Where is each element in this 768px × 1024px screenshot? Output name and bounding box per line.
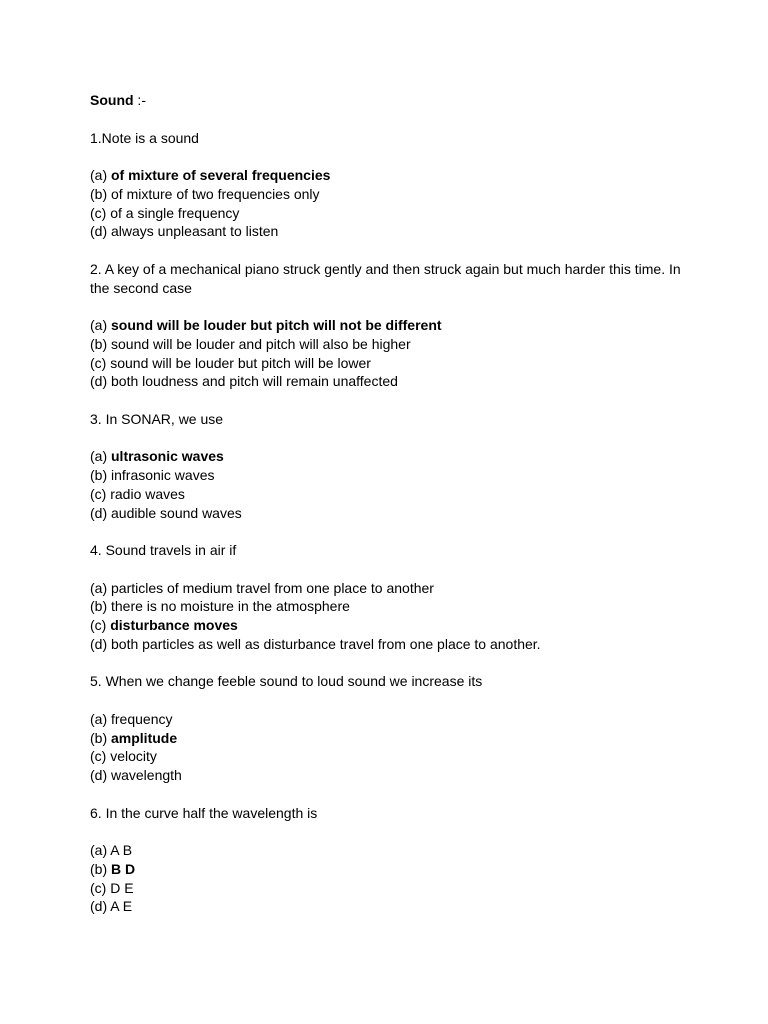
option-item [90,729,690,748]
option-item [90,747,690,766]
option-item [90,635,690,654]
question-text: 4. Sound travels in air if [90,542,237,559]
option-prefix: (a) [90,448,111,465]
option-prefix: (d) [90,898,111,915]
option-prefix: (a) [90,842,111,859]
option-prefix: (a) [90,167,111,184]
question-block [90,129,690,241]
option-item [90,597,690,616]
question-text: 3. In SONAR, we use [90,410,224,427]
option-prefix: (a) [90,317,111,334]
option-item [90,766,690,785]
option-item [90,879,690,898]
option-prefix: (a) [90,711,111,728]
option-prefix: (d) [90,504,111,521]
option-item [90,354,690,373]
option-item [90,335,690,354]
option-prefix: (d) [90,223,111,240]
title-text: Sound [90,92,134,108]
option-item [90,504,690,523]
option-text: of mixture of two frequencies only [111,185,320,202]
option-prefix: (c) [90,748,111,765]
question-text: 5. When we change feeble sound to loud sound we increase its [90,673,483,690]
question-block [90,804,690,916]
option-item [90,166,690,185]
option-text: audible sound waves [111,504,242,521]
option-text-correct: of mixture of several frequencies [111,167,331,184]
option-item [90,185,690,204]
option-item [90,841,690,860]
option-text: frequency [111,711,173,728]
page-title [90,91,690,110]
option-prefix: (d) [90,635,111,652]
option-text-correct: sound will be louder but pitch will not be different [111,317,442,334]
option-text: sound will be louder but pitch will be lower [110,354,371,371]
question-text: 6. In the curve half the wavelength is [90,804,318,821]
option-item [90,485,690,504]
option-text: both loudness and pitch will remain unaffected [111,373,398,390]
question-block [90,260,690,391]
option-item [90,897,690,916]
option-text: there is no moisture in the atmosphere [111,598,350,615]
option-text: infrasonic waves [111,467,215,484]
option-text-correct: disturbance moves [110,617,238,634]
title-suffix: :- [133,92,146,108]
option-prefix: (a) [90,579,111,596]
option-list [90,166,690,241]
option-prefix: (d) [90,767,111,784]
option-prefix: (c) [90,879,111,896]
option-text: wavelength [111,767,182,784]
option-prefix: (c) [90,204,111,221]
option-prefix: (b) [90,861,111,878]
option-prefix: (c) [90,617,111,634]
option-text: always unpleasant to listen [111,223,279,240]
option-text: velocity [110,748,157,765]
option-list [90,710,690,785]
option-item [90,316,690,335]
option-text: radio waves [110,485,185,502]
option-item [90,466,690,485]
option-item [90,204,690,223]
option-text: both particles as well as disturbance travel from one place to another. [111,635,541,652]
option-prefix: (b) [90,729,111,746]
option-text: sound will be louder and pitch will also be higher [111,335,411,352]
option-text-correct: B D [111,861,136,878]
option-text-correct: amplitude [111,729,178,746]
option-list [90,579,690,654]
option-item [90,616,690,635]
document-page [90,91,690,916]
option-prefix: (b) [90,598,111,615]
option-list [90,316,690,391]
option-prefix: (b) [90,335,111,352]
option-item [90,222,690,241]
question-text: 2. A key of a mechanical piano struck gently and then struck again but much harder this time. In the second case [90,260,681,296]
option-prefix: (c) [90,354,111,371]
option-prefix: (b) [90,185,111,202]
question-block [90,541,690,653]
option-prefix: (b) [90,467,111,484]
question-list [90,129,690,917]
option-item [90,372,690,391]
option-list [90,447,690,522]
option-item [90,579,690,598]
option-item [90,447,690,466]
option-text: particles of medium travel from one place to another [111,579,434,596]
option-item [90,860,690,879]
option-text: D E [110,879,134,896]
option-text: A B [110,842,133,859]
option-list [90,841,690,916]
question-text: 1.Note is a sound [90,129,199,146]
question-block [90,410,690,522]
option-item [90,710,690,729]
option-text-correct: ultrasonic waves [111,448,224,465]
option-prefix: (c) [90,485,111,502]
option-text: A E [110,898,133,915]
option-prefix: (d) [90,373,111,390]
option-text: of a single frequency [110,204,240,221]
question-block [90,672,690,784]
